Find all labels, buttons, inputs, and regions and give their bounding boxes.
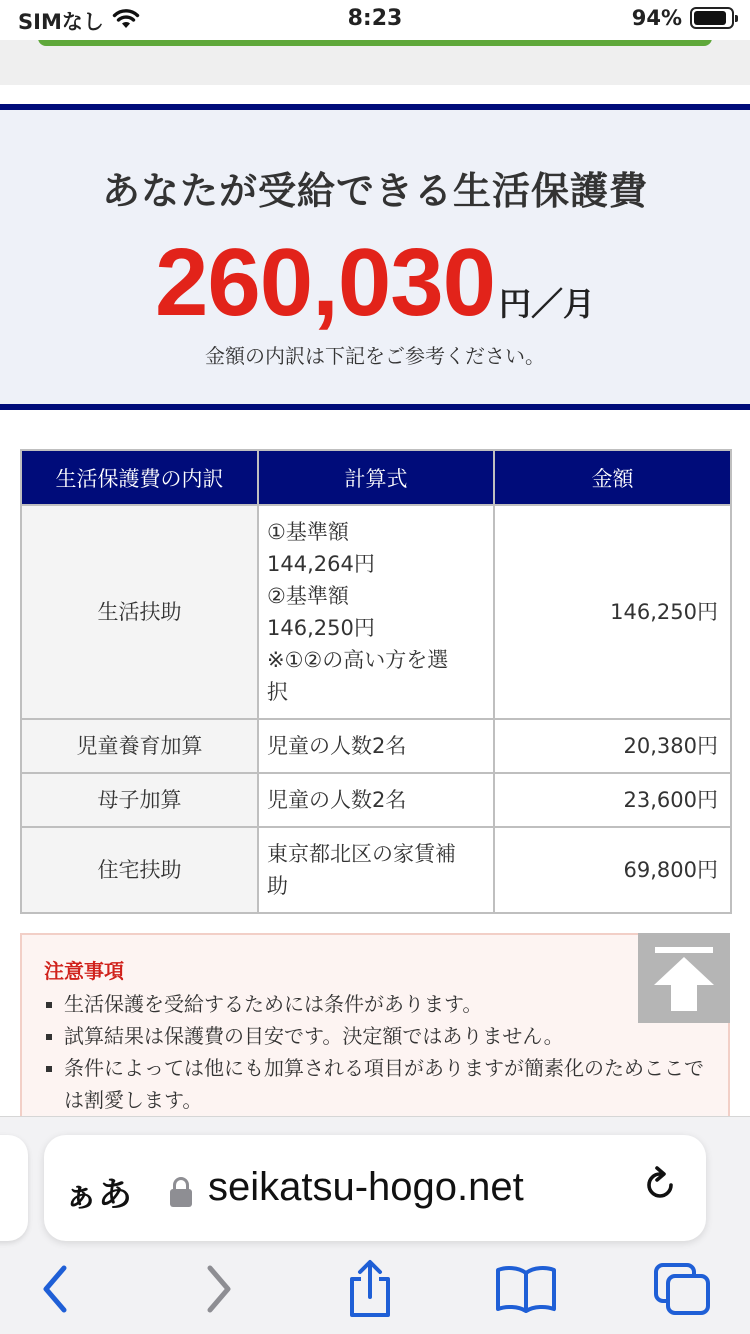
back-icon[interactable] [24, 1257, 88, 1321]
row-formula [258, 505, 494, 719]
row-item: 住宅扶助 [21, 827, 258, 913]
amount-value: 260,030 [154, 229, 495, 336]
row-item: 母子加算 [21, 773, 258, 827]
row-formula [258, 827, 494, 913]
notes-list [44, 988, 706, 1116]
top-strip [0, 40, 750, 85]
formula-line: ①基準額 [267, 520, 349, 544]
notes-title: 注意事項 [44, 959, 124, 983]
header-formula: 計算式 [258, 450, 494, 505]
share-icon[interactable] [338, 1257, 402, 1321]
formula-line: 児童の人数2名 [267, 734, 407, 758]
battery-icon [690, 7, 734, 29]
result-panel [0, 104, 750, 410]
header-item: 生活保護費の内訳 [21, 450, 258, 505]
status-bar [0, 0, 750, 40]
row-amount: 146,250円 [494, 505, 731, 719]
row-amount: 69,800円 [494, 827, 731, 913]
tabs-icon[interactable] [650, 1257, 714, 1321]
result-note: 金額の内訳は下記をご参考ください。 [205, 344, 545, 368]
result-title: あなたが受給できる生活保護費 [101, 169, 648, 213]
table-header-row [21, 450, 731, 505]
table-row [21, 773, 731, 827]
bookmarks-icon[interactable] [494, 1257, 558, 1321]
formula-line: 東京都北区の家賃補 [267, 842, 456, 866]
formula-line: 択 [267, 680, 288, 704]
table-row [21, 719, 731, 773]
result-amount [0, 228, 750, 338]
carrier-label: SIMなし [18, 10, 104, 34]
table-row [21, 827, 731, 913]
row-amount: 23,600円 [494, 773, 731, 827]
clock: 8:23 [347, 6, 403, 31]
list-item: 生活保護を受給するためには条件があります。 [44, 988, 706, 1020]
battery-percent: 94% [631, 6, 682, 30]
forward-icon[interactable] [186, 1257, 250, 1321]
reload-icon[interactable] [640, 1165, 680, 1205]
row-formula [258, 719, 494, 773]
list-item: 試算結果は保護費の目安です。決定額ではありません。 [44, 1020, 706, 1052]
row-formula [258, 773, 494, 827]
row-item: 児童養育加算 [21, 719, 258, 773]
scroll-to-top-button[interactable] [638, 933, 730, 1023]
amount-unit: 円／月 [499, 285, 596, 323]
notes-panel [20, 933, 730, 1133]
row-amount: 20,380円 [494, 719, 731, 773]
row-item: 生活扶助 [21, 505, 258, 719]
formula-line: 146,250円 [267, 616, 375, 640]
formula-line: 児童の人数2名 [267, 788, 407, 812]
status-right [632, 6, 734, 30]
breakdown-table [20, 449, 732, 914]
lock-icon [170, 1177, 192, 1207]
formula-line: 助 [267, 874, 288, 898]
formula-line: ②基準額 [267, 584, 349, 608]
formula-line: ※①②の高い方を選 [267, 648, 449, 672]
reader-options-button[interactable]: ぁあ [64, 1175, 132, 1215]
formula-line: 144,264円 [267, 552, 375, 576]
url-text[interactable]: seikatsu-hogo.net [208, 1165, 524, 1209]
browser-toolbar [0, 1116, 750, 1334]
previous-tab-preview[interactable] [0, 1135, 28, 1241]
header-amount: 金額 [494, 450, 731, 505]
list-item: 条件によっては他にも加算される項目がありますが簡素化のためここでは割愛します。 [44, 1052, 706, 1116]
address-bar[interactable] [44, 1135, 706, 1241]
table-row [21, 505, 731, 719]
